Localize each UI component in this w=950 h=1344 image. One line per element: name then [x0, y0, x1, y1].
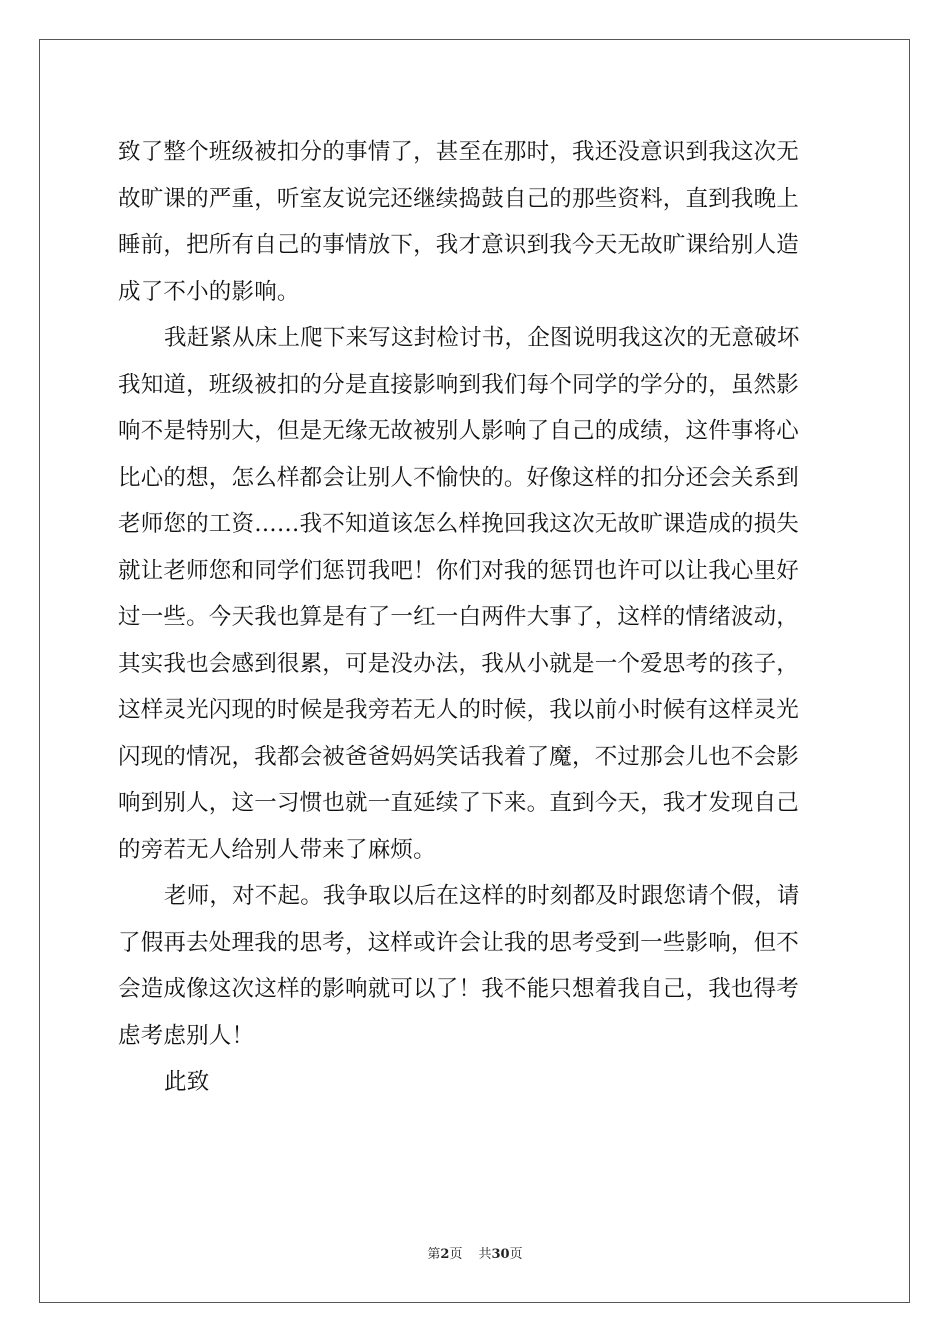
text-line: 就让老师您和同学们惩罚我吧！你们对我的惩罚也许可以让我心里好 [118, 557, 800, 584]
page-number: 2 [440, 1247, 450, 1262]
text-line: 了假再去处理我的思考，这样或许会让我的思考受到一些影响，但不 [118, 929, 800, 956]
page-suffix: 页 [449, 1247, 463, 1262]
text-line: 睡前，把所有自己的事情放下，我才意识到我今天无故旷课给别人造 [118, 232, 800, 258]
text-line: 此致 [164, 1069, 210, 1095]
text-line: 我知道，班级被扣的分是直接影响到我们每个同学的学分的，虽然影 [118, 371, 800, 398]
text-line: 虑考虑别人！ [118, 1022, 255, 1049]
text-line: 的旁若无人给别人带来了麻烦。 [118, 836, 436, 863]
text-line: 致了整个班级被扣分的事情了，甚至在那时，我还没意识到我这次无 [118, 139, 800, 165]
total-pages: 30 [491, 1247, 510, 1262]
document-body [118, 129, 838, 1106]
text-line: 老师，对不起。我争取以后在这样的时刻都及时跟您请个假，请 [164, 883, 800, 909]
text-line: 这样灵光闪现的时候是我旁若无人的时候，我以前小时候有这样灵光 [118, 697, 800, 723]
page-footer [0, 1247, 950, 1263]
total-suffix: 页 [509, 1247, 523, 1262]
text-line: 响不是特别大，但是无缘无故被别人影响了自己的成绩，这件事将心 [118, 418, 800, 444]
text-line: 比心的想，怎么样都会让别人不愉快的。好像这样的扣分还会关系到 [118, 464, 800, 491]
text-line: 故旷课的严重，听室友说完还继续捣鼓自己的那些资料，直到我晚上 [118, 185, 800, 212]
text-line: 过一些。今天我也算是有了一红一白两件大事了，这样的情绪波动， [118, 604, 800, 630]
text-line: 老师您的工资……我不知道该怎么样挽回我这次无故旷课造成的损失 [118, 511, 800, 537]
page-prefix: 第 [427, 1247, 441, 1262]
text-line: 会造成像这次这样的影响就可以了！我不能只想着我自己，我也得考 [118, 976, 800, 1002]
text-line: 响到别人，这一习惯也就一直延续了下来。直到今天，我才发现自己 [118, 790, 800, 816]
total-prefix: 共 [478, 1247, 492, 1262]
text-line: 成了不小的影响。 [118, 278, 300, 305]
text-line: 其实我也会感到很累，可是没办法，我从小就是一个爱思考的孩子， [118, 650, 800, 677]
text-line: 我赶紧从床上爬下来写这封检讨书，企图说明我这次的无意破坏 [164, 325, 800, 351]
text-line: 闪现的情况，我都会被爸爸妈妈笑话我着了魔，不过那会儿也不会影 [118, 743, 800, 770]
